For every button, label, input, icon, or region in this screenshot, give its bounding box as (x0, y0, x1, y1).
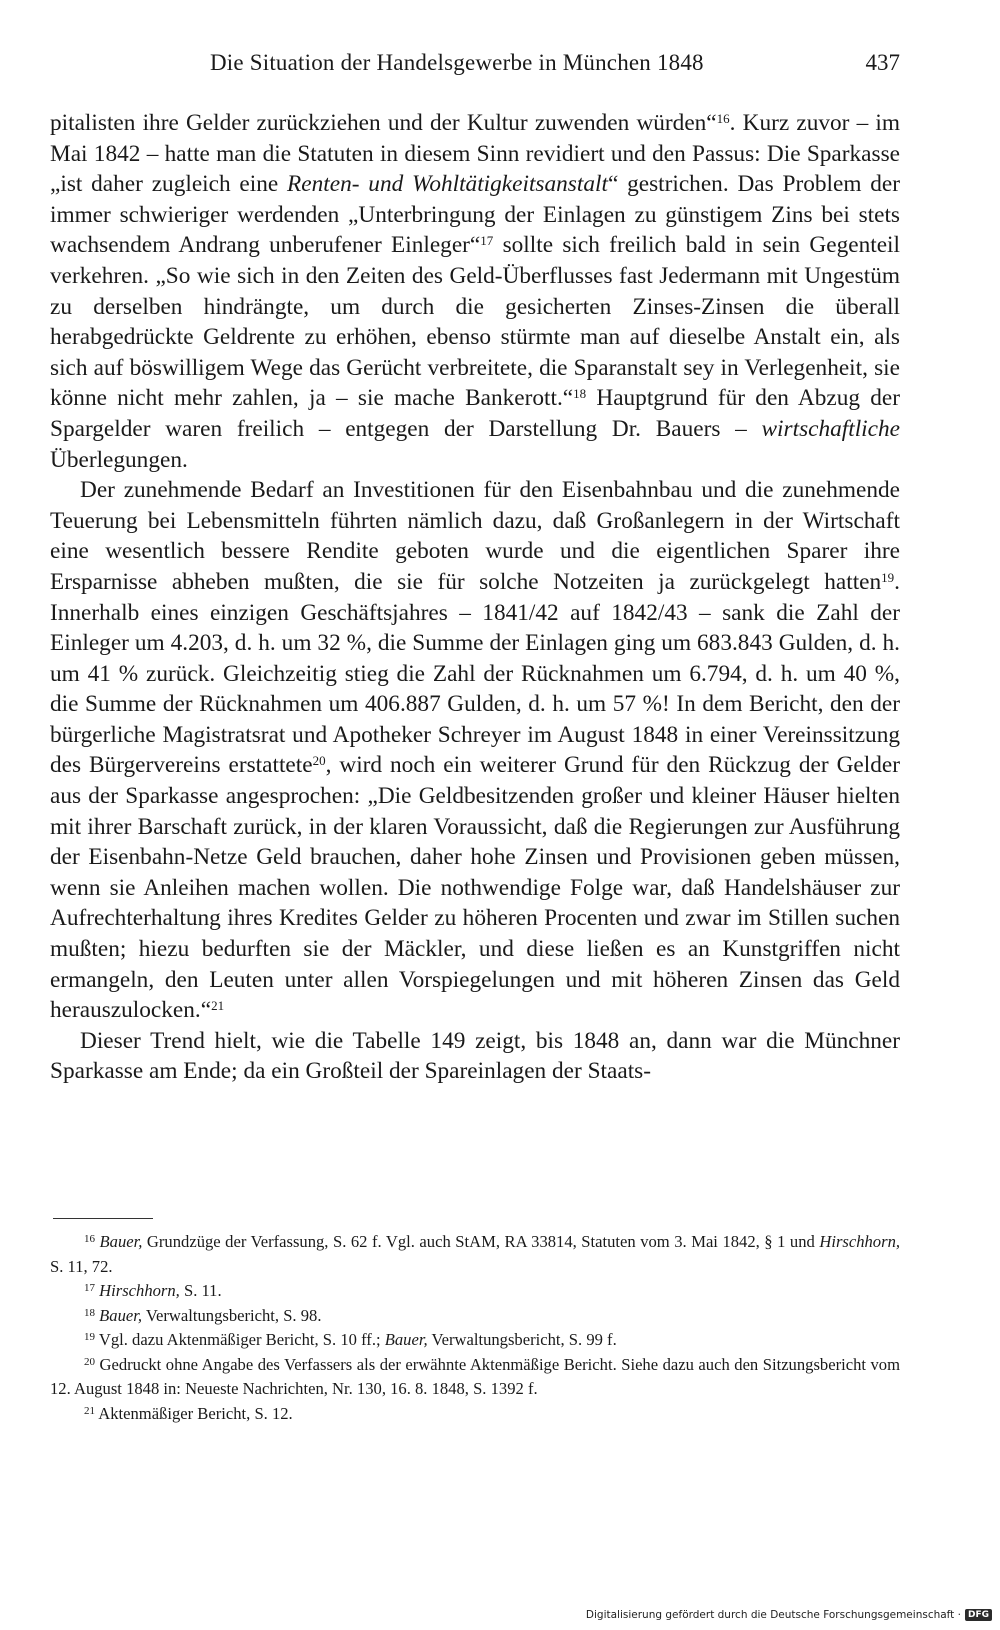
paragraph-2 (50, 475, 900, 1026)
italic-run: Bauer, (384, 1330, 428, 1349)
text-run: Gedruckt ohne Angabe des Verfassers als der erwähnte Aktenmäßige Bericht. Siehe dazu auch den Sitzungsbericht vom 12. August 1848 in: Neueste Nachrichten, Nr. 130, 16. 8. 1848, S. 1392 f. (50, 1354, 900, 1398)
text-run: Vgl. dazu Aktenmäßiger Bericht, S. 10 ff.; (98, 1330, 385, 1349)
italic-run: Bauer, (99, 1305, 143, 1325)
italic-run: Renten- und Wohltätigkeitsanstalt (287, 171, 608, 198)
italic-run: wirtschaftliche (761, 415, 900, 442)
footnote-ref-20: 20 (312, 753, 326, 769)
paragraph-3 (50, 1026, 900, 1087)
footnote-ref-19: 19 (881, 569, 895, 585)
main-text (50, 108, 900, 1087)
digitization-credit (586, 1606, 992, 1624)
text-run: S. 11. (179, 1281, 222, 1300)
footnote-number: 18 (84, 1306, 95, 1319)
footnote-19 (50, 1328, 900, 1353)
text-run: Der zunehmende Bedarf an Investitionen für den Eisenbahnbau und die zunehmende Teuerung bei Lebensmitteln führten nämlich dazu, daß Großanlegern in der Wirtschaft eine wesentlich bessere Rendite geboten wurde und die eigentlichen Sparer ihre Ersparnisse abheben mußten, die sie für solche Notzeiten ja zurückgelegt hatten (50, 477, 900, 595)
credit-text: Digitalisierung gefördert durch die Deutsche Forschungsgemeinschaft · (585, 1609, 961, 1621)
footnote-number: 17 (84, 1282, 95, 1294)
text-run: . Kurz zuvor – im Mai 1842 – hatte man die Statuten in diesem Sinn revidiert und den Passus: Die Sparkasse „ist daher zugleich eine (50, 110, 900, 198)
footnote-21 (50, 1402, 900, 1427)
text-run: Überlegungen. (50, 446, 188, 473)
running-head: Die Situation der Handelsgewerbe in München 1848 (210, 50, 704, 75)
text-run: Dieser Trend hielt, wie die Tabelle 149 zeigt, bis 1848 an, dann war die Münchner Sparkasse am Ende; da ein Großteil der Spareinlagen der Staats- (50, 1027, 900, 1085)
paragraph-1 (50, 108, 900, 475)
text-run: Aktenmäßiger Bericht, S. 12. (98, 1403, 293, 1423)
page-number: 437 (865, 50, 900, 75)
text-run: Grundzüge der Verfassung, S. 62 f. Vgl. auch StAM, RA 33814, Statuten vom 3. Mai 1842, § 1 und (142, 1232, 820, 1251)
text-run: Verwaltungsbericht, S. 98. (142, 1305, 322, 1325)
footnote-number: 20 (84, 1355, 95, 1368)
footnote-17 (50, 1279, 900, 1304)
page-header (50, 50, 900, 84)
footnote-number: 16 (84, 1233, 95, 1245)
footnote-20 (50, 1353, 900, 1402)
footnote-number: 21 (84, 1404, 95, 1417)
text-run: Verwaltungsbericht, S. 99 f. (427, 1330, 617, 1349)
footnote-18 (50, 1304, 900, 1329)
text-run: S. 11, 72. (50, 1256, 113, 1276)
text-run: pitalisten ihre Gelder zurückziehen und der Kultur zuwenden würden“ (50, 110, 717, 136)
footnote-ref-18: 18 (573, 386, 587, 402)
text-run: . Innerhalb eines einzigen Geschäftsjahres – 1841/42 auf 1842/43 – sank die Zahl der Einleger um 4.203, d. h. um 32 %, die Summe der Einlagen ging um 683.843 Gulden, d. h. um 41 % zurück. Gleichzeitig stieg die Zahl der Rücknahmen um 6.794, d. h. um 40 %, die Summe der Rücknahmen um 406.887 Gulden, d. h. um 57 %! In dem Bericht, den der bürgerliche Magistratsrat und Apotheker Schreyer im August 1848 in einer Vereinssitzung des Bürgervereins erstattete (50, 568, 900, 779)
footnotes (50, 1230, 900, 1426)
footnote-16 (50, 1230, 900, 1279)
footnote-separator (53, 1218, 153, 1219)
footnote-number: 19 (84, 1331, 95, 1343)
italic-run: Hirschhorn, (819, 1232, 901, 1251)
text-run: sollte sich freilich bald in sein Gegenteil verkehren. „So wie sich in den Zeiten des Geld-Überflusses fast Jedermann mit Ungestüm zu derselben hindrängte, um durch die gesicherten Zinses-Zinsen die überall herabgedrückte Geldrente zu erhöhen, ebenso stürmte man auf dieselbe Anstalt ein, als sich auf böswilligem Wege das Gerücht verbreitete, die Sparanstalt sey in Verlegenheit, sie könne nicht mehr zahlen, ja – sie mache Bankerott.“ (50, 232, 900, 412)
footnote-ref-16: 16 (716, 111, 730, 126)
text-run: Hauptgrund für den Abzug der Spargelder waren freilich – entgegen der Darstellung Dr. Bauers – (50, 385, 901, 442)
footnote-ref-21: 21 (211, 998, 225, 1014)
dfg-logo-icon: DFG (965, 1609, 992, 1621)
italic-run: Bauer, (99, 1232, 143, 1251)
text-run: “ gestrichen. Das Problem der immer schwieriger werdenden „Unterbringung der Einlagen zu günstigem Zins bei stets wachsendem Andrang unberufener Einleger“ (50, 171, 901, 259)
text-run: , wird noch ein weiterer Grund für den Rückzug der Gelder aus der Sparkasse angesprochen: „Die Geldbesitzenden großer und kleiner Häuser hielten mit ihrer Barschaft zurück, in der klaren Voraussicht, daß die Regierungen zur Ausführung der Eisenbahn-Netze Geld brauchen, daher hohe Zinsen und Provisionen geben müssen, wenn sie Anleihen machen wollen. Die nothwendige Folge war, daß Handelshäuser zur Aufrechterhaltung ihres Kredites Gelder zu höheren Procenten und zwar im Stillen suchen mußten; hiezu bedurften sie der Mäckler, und diese ließen es an Kunstgriffen nicht ermangeln, den Leuten unter allen Vorspiegelungen und mit höheren Zinsen das Geld herauszulocken.“ (50, 752, 900, 1024)
footnote-ref-17: 17 (480, 233, 494, 249)
italic-run: Hirschhorn, (99, 1281, 180, 1300)
